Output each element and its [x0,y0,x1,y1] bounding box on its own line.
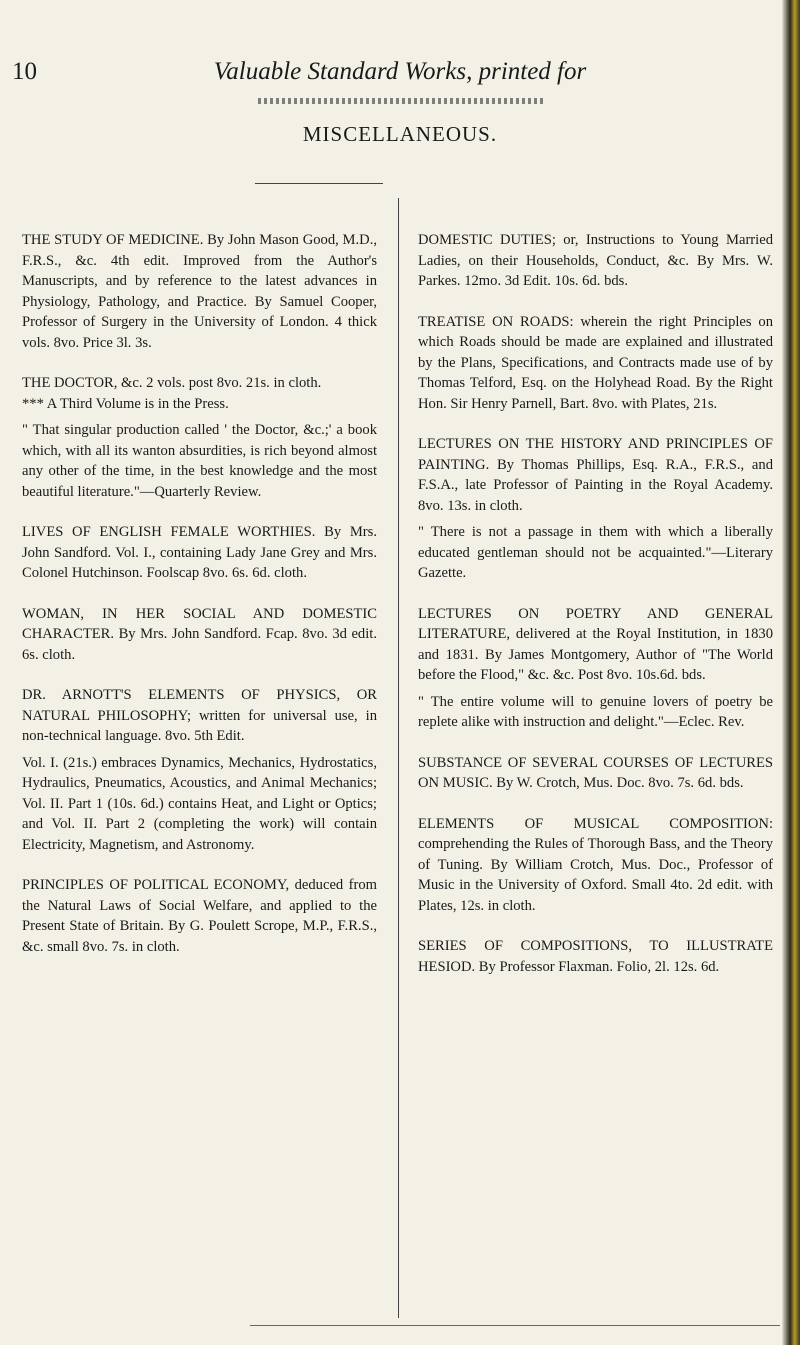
review-quote: " The entire volume will to genuine lovers of poetry be replete alike with instruction and delight."—Eclec. Rev. [418,693,773,730]
entry-text: SUBSTANCE OF SEVERAL COURSES OF LECTURES ON MUSIC. By W. Crotch, Mus. Doc. 8vo. 7s. 6d. bds. [418,754,773,791]
entry-description: Vol. I. (21s.) embraces Dynamics, Mechanics, Hydrostatics, Hydraulics, Pneumatics, Acoustics, and Animal Mechanics; Vol. II. Part 1 (10s. 6d.) contains Heat, and Light or Optics; and Vol. II. Part 2 (completing the work) will contain Electricity, Magnetism, and Astronomy. [22,754,377,853]
entry-text: LECTURES ON THE HISTORY AND PRINCIPLES OF PAINTING. By Thomas Phillips, Esq. R.A., F.R.S., and F.S.A., late Professor of Painting in the Royal Academy. 8vo. 13s. in cloth. [418,436,773,514]
entry-note: *** A Third Volume is in the Press. [22,395,229,412]
entry-text: DR. ARNOTT'S ELEMENTS OF PHYSICS, OR NATURAL PHILOSOPHY; written for universal use, in non-technical language. 8vo. 5th Edit. [22,687,377,744]
bottom-rule [250,1325,780,1326]
entry-text: ELEMENTS OF MUSICAL COMPOSITION: comprehending the Rules of Thorough Bass, and the Theory of Tuning. By William Crotch, Mus. Doc., Professor of Music in the University of Oxford. Small 4to. 2d edit. with Plates, 12s. in cloth. [418,815,773,914]
catalog-entry [22,604,377,666]
title-underline [255,183,383,184]
entry-text: SERIES OF COMPOSITIONS, TO ILLUSTRATE HESIOD. By Professor Flaxman. Folio, 2l. 12s. 6d. [418,938,773,975]
left-column [22,230,377,977]
catalog-entry [418,814,773,917]
catalog-entry [22,373,377,502]
column-divider [398,198,399,1318]
entry-text: WOMAN, IN HER SOCIAL AND DOMESTIC CHARACTER. By Mrs. John Sandford. Fcap. 8vo. 3d edit. 6s. cloth. [22,605,377,663]
page-header [0,58,800,98]
catalog-entry [22,875,377,957]
catalog-entry [418,230,773,292]
catalog-entry [22,685,377,855]
page-number: 10 [12,58,37,85]
catalog-entry [418,753,773,794]
catalog-entry [418,312,773,415]
catalog-entry [22,230,377,353]
review-quote: " There is not a passage in them with which a liberally educated gentleman should not be acquainted."—Literary Gazette. [418,524,773,581]
entry-text: THE DOCTOR, &c. 2 vols. post 8vo. 21s. in cloth. [22,375,322,391]
catalog-entry [22,522,377,584]
entry-text: DOMESTIC DUTIES; or, Instructions to Young Married Ladies, on their Households, Conduct, &c. By Mrs. W. Parkes. 12mo. 3d Edit. 10s. 6d. bds. [418,232,773,289]
right-column [418,230,773,997]
catalog-entry [418,434,773,584]
catalog-entry [418,604,773,733]
running-title: Valuable Standard Works, printed for [213,58,587,85]
entry-text: PRINCIPLES OF POLITICAL ECONOMY, deduced from the Natural Laws of Social Welfare, and applied to the Present State of Britain. By G. Poulett Scrope, M.P., F.R.S., &c. small 8vo. 7s. in cloth. [22,877,377,955]
book-spine-edge [782,0,800,1345]
catalog-entry [418,936,773,977]
entry-text: LIVES OF ENGLISH FEMALE WORTHIES. By Mrs. John Sandford. Vol. I., containing Lady Jane Grey and Mrs. Colonel Hutchinson. Foolscap 8vo. 6s. 6d. cloth. [22,524,377,581]
entry-text: THE STUDY OF MEDICINE. By John Mason Good, M.D., F.R.S., &c. 4th edit. Improved from the Author's Manuscripts, and by reference to the latest advances in Physiology, Pathology, and Practice. By Samuel Cooper, Professor of Surgery in the University of London. 4 thick vols. 8vo. Price 3l. 3s. [22,232,377,351]
section-title: MISCELLANEOUS. [302,122,498,146]
entry-text: TREATISE ON ROADS: wherein the right Principles on which Roads should be made are explained and illustrated by the Plans, Specifications, and Contracts made use of by Thomas Telford, Esq. on the Holyhead Road. By the Right Hon. Sir Henry Parnell, Bart. 8vo. with Plates, 21s. [418,313,773,412]
review-quote: " That singular production called ' the Doctor, &c.;' a book which, with all its wanton absurdities, is rich beyond almost any other of the time, in the best knowledge and the most beautiful literature."—Quarterly Review. [22,422,377,500]
ornamental-rule [258,98,546,104]
entry-text: LECTURES ON POETRY AND GENERAL LITERATURE, delivered at the Royal Institution, in 1830 and 1831. By James Montgomery, Author of "The World before the Flood," &c. &c. Post 8vo. 10s.6d. bds. [418,605,773,683]
